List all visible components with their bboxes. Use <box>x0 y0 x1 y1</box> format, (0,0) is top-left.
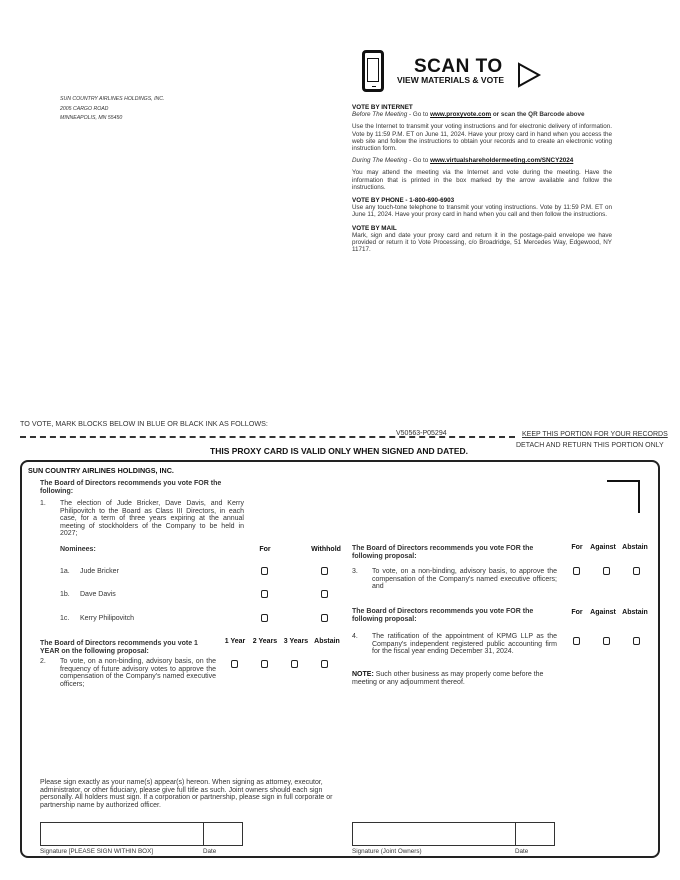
nominee-1c-withhold-checkbox[interactable] <box>321 614 328 622</box>
proposal-4-for-checkbox[interactable] <box>573 637 580 645</box>
proposal-1-text: The election of Jude Bricker, Dave Davis, and Kerry Philipovitch to the Board as Class III Directors, in each case, for a term of three years expiring at the annual meeting of stockholders of the Company to be held in 2027; <box>60 500 244 538</box>
control-number: V50563-P05294 <box>396 430 447 437</box>
nominee-1b-withhold-checkbox[interactable] <box>321 590 328 598</box>
sign-instructions: Please sign exactly as your name(s) appear(s) hereon. When signing as attorney, executor, administrator, or other fiduciary, please give full title as such. Joint owners should each sign personally. All holders must sign. If a corporation or partnership, please sign in full corporate or partnership name by authorized officer. <box>40 779 333 809</box>
joint-signature-box[interactable] <box>352 822 516 846</box>
phone-heading: VOTE BY PHONE - 1-800-690-6903 <box>352 197 455 205</box>
rec-for-proposal-4-heading: The Board of Directors recommends you vote FOR the following proposal: <box>352 608 534 623</box>
nominee-1b-name: Dave Davis <box>80 591 116 598</box>
sender-address <box>60 95 164 124</box>
internet-during-line: During The Meeting - Go to www.virtualshareholdermeeting.com/SNCY2024 <box>352 157 574 165</box>
joint-signature-label: Signature (Joint Owners) <box>352 848 422 855</box>
play-arrow-icon <box>516 62 542 88</box>
nominee-1a-withhold-checkbox[interactable] <box>321 567 328 575</box>
col-for-4-header: For <box>571 609 583 616</box>
col-abstain-3-header: Abstain <box>622 544 648 551</box>
proposal-3-number: 3. <box>352 568 358 575</box>
rec-for-heading: The Board of Directors recommends you vote FOR the following: <box>40 480 222 495</box>
mobile-phone-icon <box>362 50 384 92</box>
internet-heading: VOTE BY INTERNET <box>352 104 413 111</box>
signature-box[interactable] <box>40 822 204 846</box>
phone-body: Use any touch-tone telephone to transmit your voting instructions. Vote by 11:59 P.M. ET on June 11, 2024. Have your proxy card in hand when you call and then follow the instructions. <box>352 204 612 219</box>
scan-subtitle: VIEW MATERIALS & VOTE <box>397 75 505 85</box>
proposal-1-number: 1. <box>40 500 46 507</box>
proposal-4-text: The ratification of the appointment of KPMG LLP as the Company's independent registered public accounting firm for the fiscal year ending December 31, 2024. <box>372 633 557 656</box>
valid-notice: THIS PROXY CARD IS VALID ONLY WHEN SIGNED AND DATED. <box>210 446 469 456</box>
keep-portion-label: KEEP THIS PORTION FOR YOUR RECORDS <box>522 431 668 438</box>
joint-date-label: Date <box>515 848 529 855</box>
col-abstain-4-header: Abstain <box>622 609 648 616</box>
proposal-2-1year-checkbox[interactable] <box>231 660 238 668</box>
corner-mark <box>607 480 640 513</box>
nominee-1c-name: Kerry Philipovitch <box>80 615 135 622</box>
internet-before-line: Before The Meeting - Go to www.proxyvote.com or scan the QR Barcode above <box>352 111 585 119</box>
proposal-4-abstain-checkbox[interactable] <box>633 637 640 645</box>
nominee-1c-number: 1c. <box>60 615 70 622</box>
date-box[interactable] <box>203 822 243 846</box>
scan-title: SCAN TO <box>414 56 503 77</box>
proposal-3-against-checkbox[interactable] <box>603 567 610 575</box>
detach-line <box>20 436 515 438</box>
proposal-3-text: To vote, on a non-binding, advisory basis, to approve the compensation of the Company's named executive officers; and <box>372 568 557 591</box>
col-abstain-header: Abstain <box>314 638 340 645</box>
proposal-2-2years-checkbox[interactable] <box>261 660 268 668</box>
nominee-1c-for-checkbox[interactable] <box>261 614 268 622</box>
card-company: SUN COUNTRY AIRLINES HOLDINGS, INC. <box>28 466 174 475</box>
sender-street: 2005 CARGO ROAD <box>60 105 109 112</box>
rec-for-proposal-3-heading: The Board of Directors recommends you vote FOR the following proposal: <box>352 545 534 560</box>
sender-city: MINNEAPOLIS, MN 55450 <box>60 115 123 121</box>
col-2years-header: 2 Years <box>252 638 278 645</box>
date-label: Date <box>203 848 217 855</box>
col-for-header: For <box>259 546 271 553</box>
mail-heading: VOTE BY MAIL <box>352 224 397 232</box>
nominee-1a-number: 1a. <box>60 568 70 575</box>
col-against-4-header: Against <box>590 609 616 616</box>
to-vote-instruction: TO VOTE, MARK BLOCKS BELOW IN BLUE OR BLACK INK AS FOLLOWS: <box>20 419 268 428</box>
proposal-3-abstain-checkbox[interactable] <box>633 567 640 575</box>
col-1year-header: 1 Year <box>224 638 246 645</box>
detach-portion-label: DETACH AND RETURN THIS PORTION ONLY <box>516 442 664 449</box>
rec-1year-heading: The Board of Directors recommends you vote 1 YEAR on the following proposal: <box>40 640 198 655</box>
mail-body: Mark, sign and date your proxy card and return it in the postage-paid envelope we have provided or return it to Vote Processing, c/o Broadridge, 51 Mercedes Way, Edgewood, NY 11717. <box>352 231 612 254</box>
nominees-label: Nominees: <box>60 546 96 553</box>
proposal-2-abstain-checkbox[interactable] <box>321 660 328 668</box>
proposal-3-for-checkbox[interactable] <box>573 567 580 575</box>
nominee-1a-for-checkbox[interactable] <box>261 567 268 575</box>
signature-label: Signature [PLEASE SIGN WITHIN BOX] <box>40 848 154 855</box>
nominee-1a-name: Jude Bricker <box>80 568 119 575</box>
col-against-3-header: Against <box>590 544 616 551</box>
internet-body: Use the Internet to transmit your voting instructions and for electronic delivery of information. Vote by 11:59 P.M. ET on June 11, 2024. Have your proxy card in hand when you access the web site and follow the instructions to obtain your records and to create an electronic voting instruction form. <box>352 123 612 153</box>
proposal-4-against-checkbox[interactable] <box>603 637 610 645</box>
proposal-2-text: To vote, on a non-binding, advisory basis, on the frequency of future advisory votes to approve the compensation of the Company's named executive officers; <box>60 658 216 688</box>
proposal-2-number: 2. <box>40 658 46 665</box>
nominee-1b-for-checkbox[interactable] <box>261 590 268 598</box>
proposal-4-number: 4. <box>352 633 358 640</box>
proposal-2-3years-checkbox[interactable] <box>291 660 298 668</box>
voting-instructions <box>352 104 612 253</box>
virtual-meeting-link[interactable]: www.virtualshareholdermeeting.com/SNCY2024 <box>430 157 574 165</box>
note-text: NOTE: Such other business as may properly come before the meeting or any adjournment thereof. <box>352 671 544 686</box>
sender-company: SUN COUNTRY AIRLINES HOLDINGS, INC. <box>60 96 165 102</box>
joint-date-box[interactable] <box>515 822 555 846</box>
col-withhold-header: Withhold <box>311 546 341 553</box>
col-for-3-header: For <box>571 544 583 551</box>
proxyvote-link[interactable]: www.proxyvote.com <box>430 111 492 119</box>
col-3years-header: 3 Years <box>283 638 309 645</box>
internet-during-body: You may attend the meeting via the Internet and vote during the meeting. Have the information that is printed in the box marked by the arrow available and follow the instructions. <box>352 169 612 191</box>
nominee-1b-number: 1b. <box>60 591 70 598</box>
